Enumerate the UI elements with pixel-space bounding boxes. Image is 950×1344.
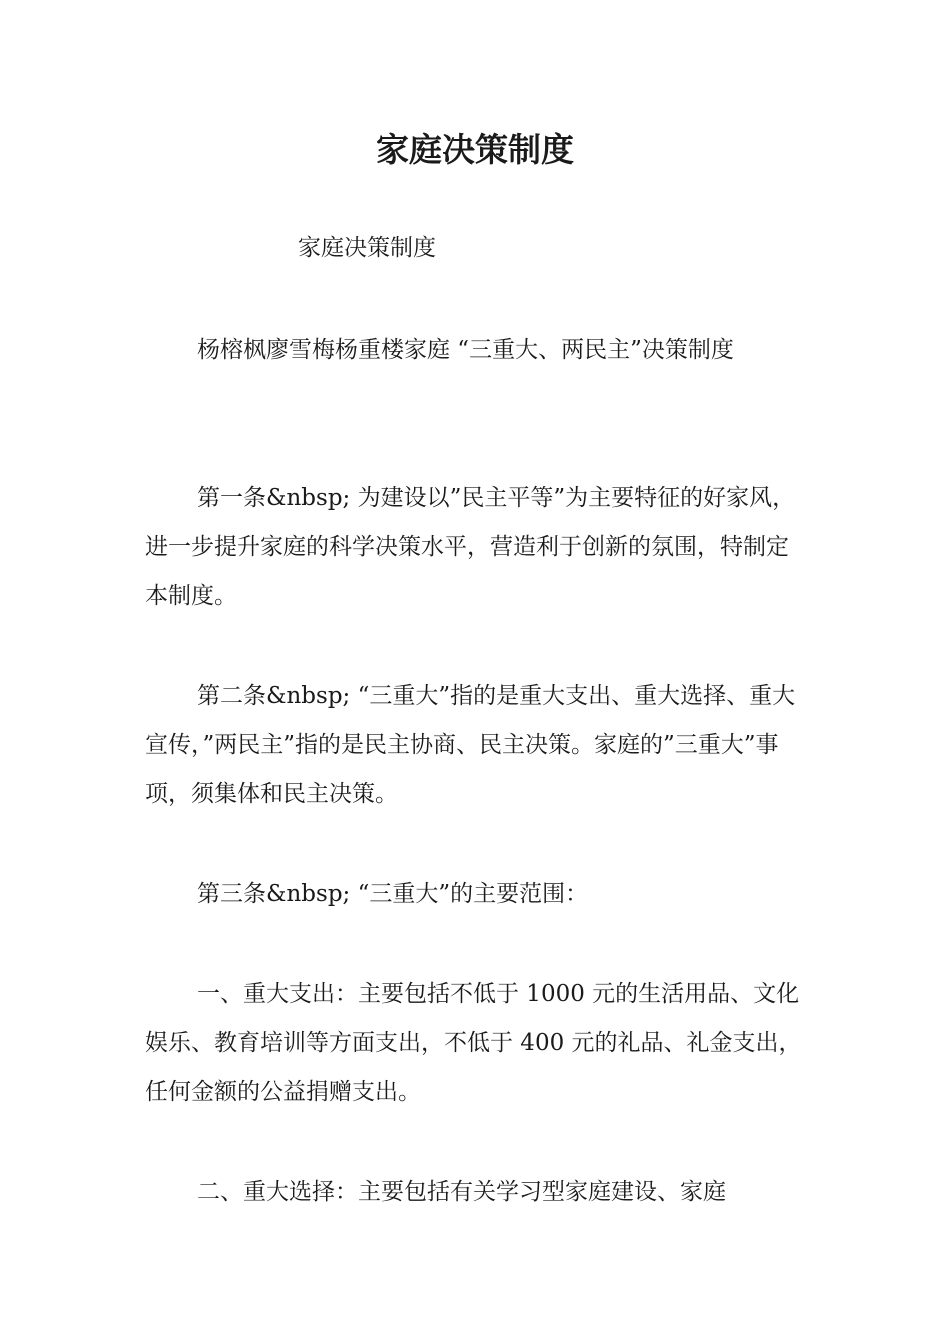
- document-subtitle: 家庭决策制度: [298, 235, 436, 261]
- paragraph-item-2: 二、重大选择：主要包括有关学习型家庭建设、家庭: [197, 1179, 726, 1205]
- paragraph-intro: 杨榕枫廖雪梅杨重楼家庭 “三重大、两民主”决策制度: [197, 337, 734, 363]
- paragraph-article-2: 第二条&nbsp; “三重大”指的是重大支出、重大选择、重大宣传，”两民主”指的是民主协商、民主决策。家庭的”三重大”事项，须集体和民主决策。: [145, 683, 796, 807]
- paragraph-article-3: 第三条&nbsp; “三重大”的主要范围：: [197, 881, 589, 907]
- paragraph-item-1: 一、重大支出：主要包括不低于 1000 元的生活用品、文化娱乐、教育培训等方面支出，不低于 400 元的礼品、礼金支出，任何金额的公益捐赠支出。: [145, 981, 802, 1105]
- document-title: 家庭决策制度: [376, 130, 574, 169]
- paragraph-article-1: 第一条&nbsp; 为建设以”民主平等”为主要特征的好家风，进一步提升家庭的科学决策水平，营造利于创新的氛围，特制定本制度。: [145, 485, 796, 609]
